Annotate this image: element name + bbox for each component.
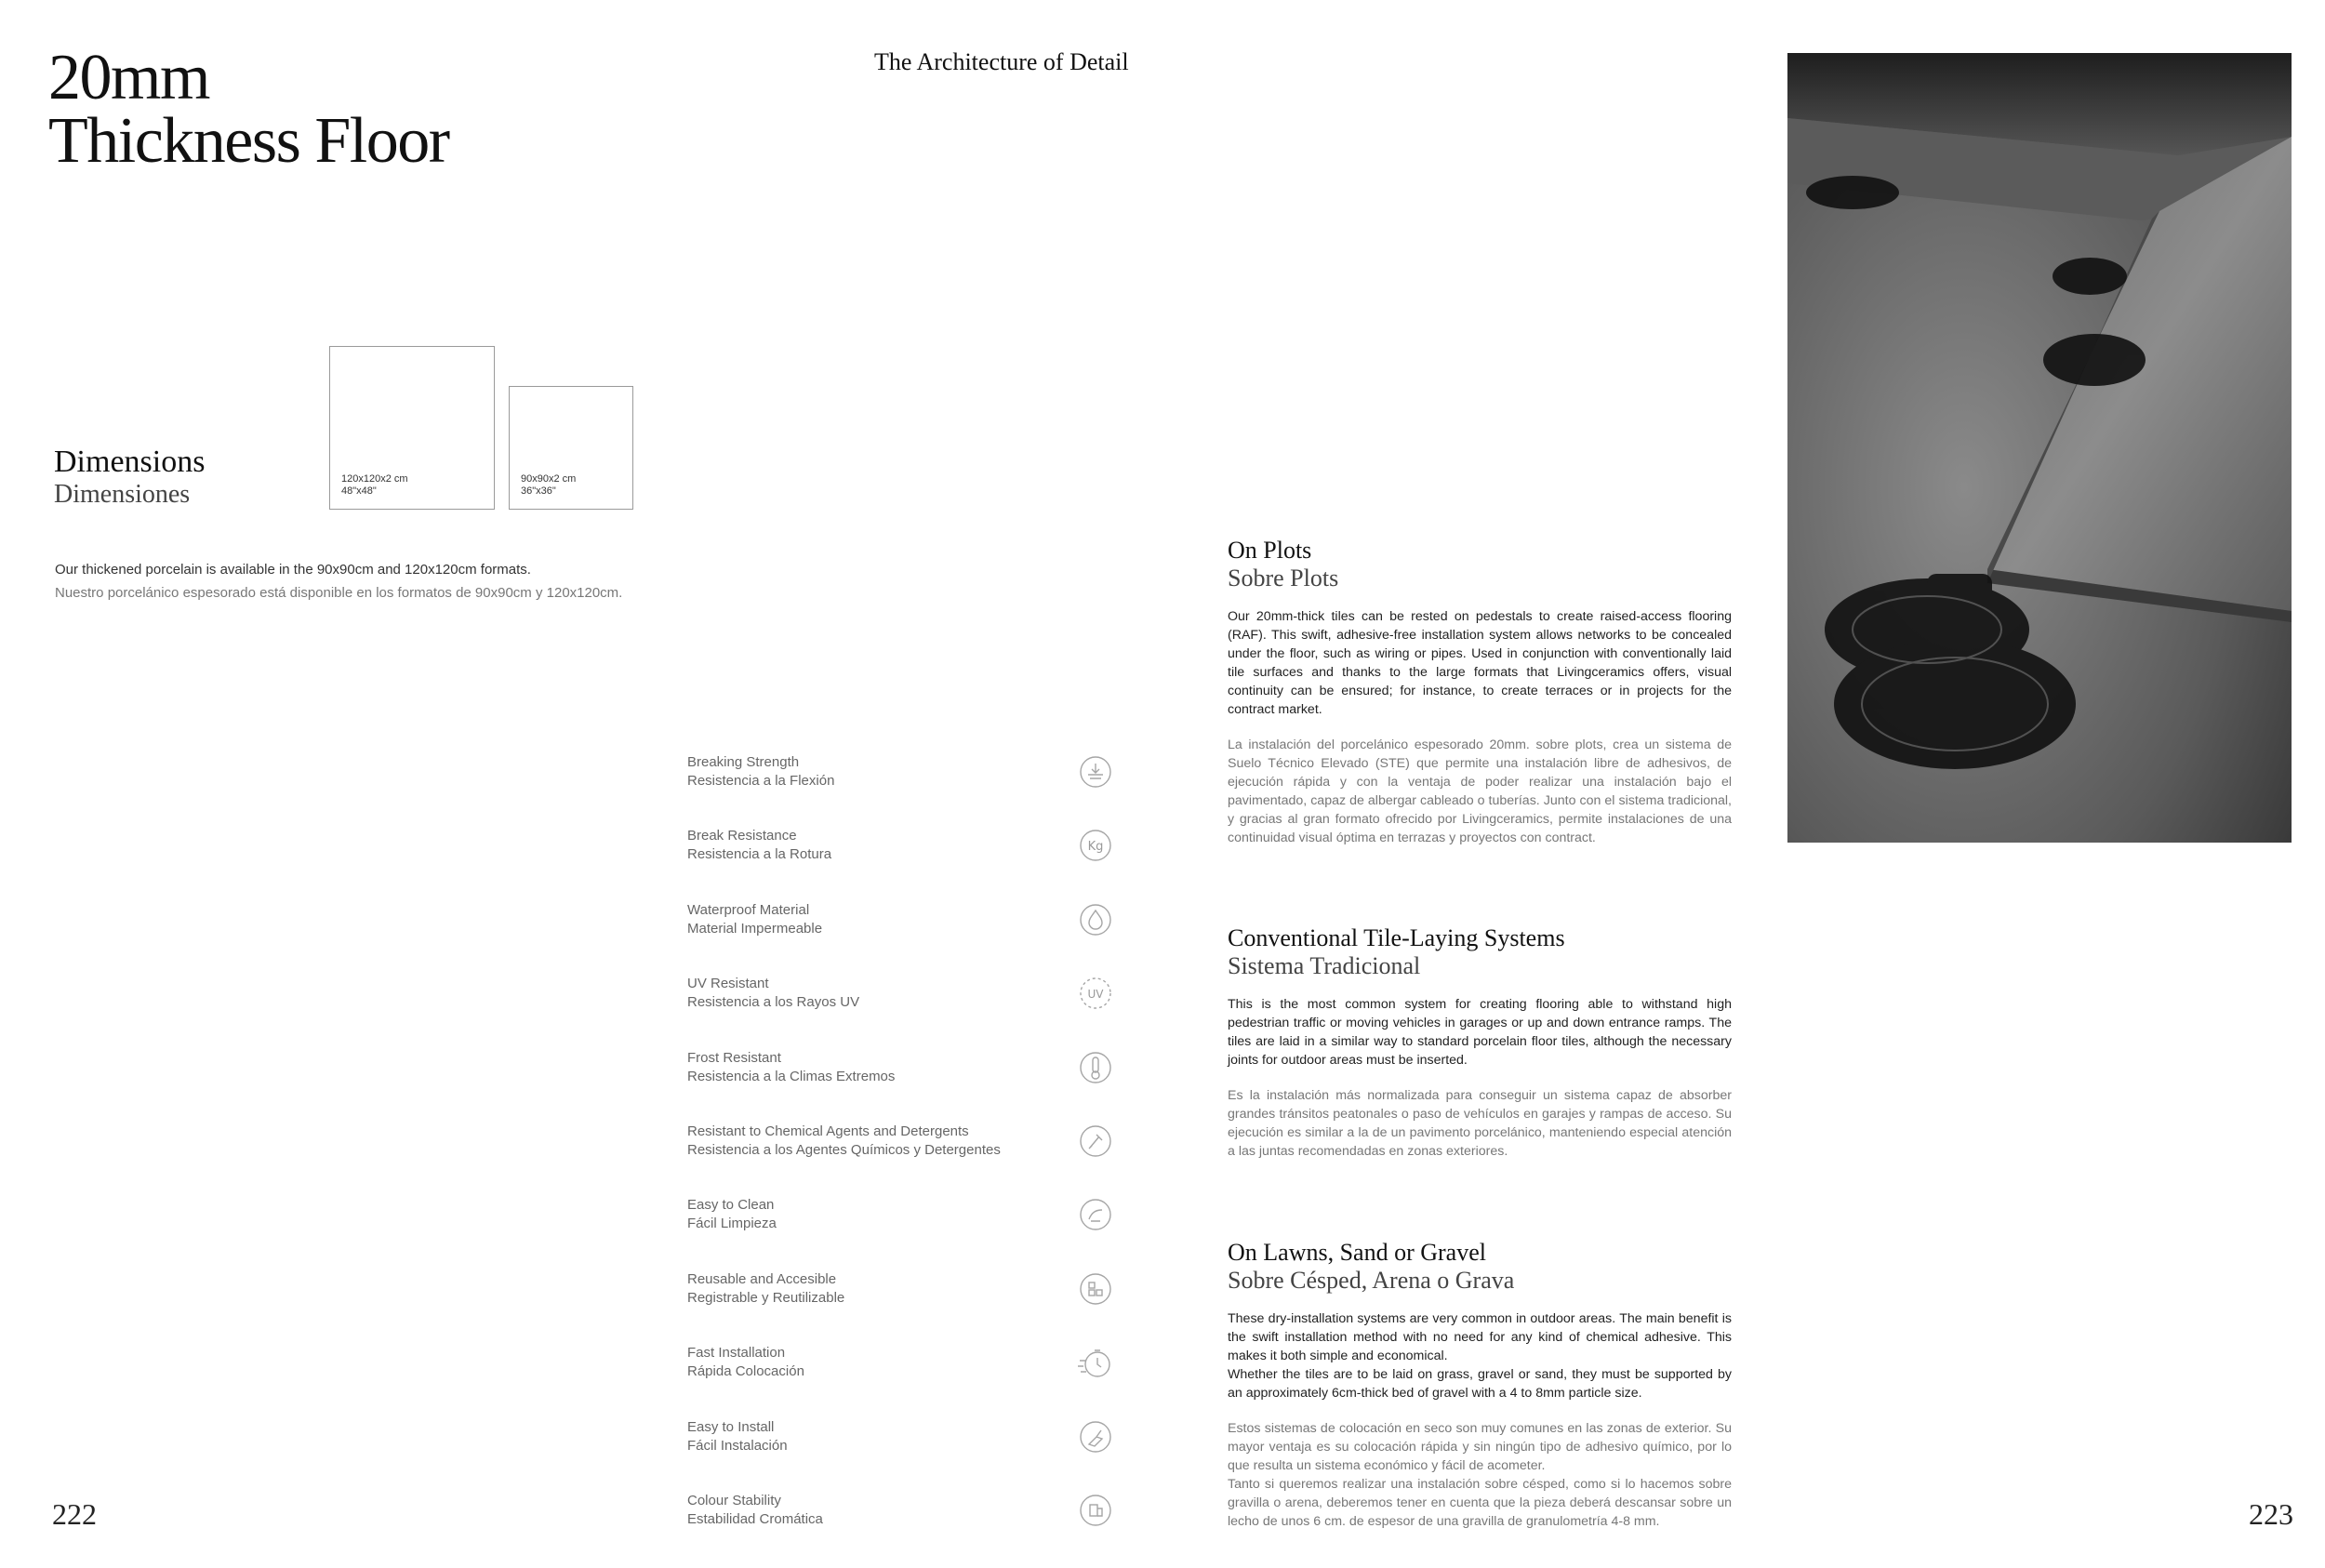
tile-120-diagram [329, 346, 495, 510]
feature-row [687, 901, 1124, 948]
on-plots-body-es: La instalación del porcelánico espesorado 20mm. sobre plots, crea un sistema de Suelo Técnico Elevado (STE) que permite una instalación libre de adhesivos, de ejecución rápida y con la ventaja de poder realizar una instalación bajo el pavimentado, capaz de albergar cableado o tuberías. Junto con el sistema tradicional, y gracias al gran formato ofrecido por Livingceramics, permite instalaciones de una continuidad visual óptima en terrazas y proyectos con contract. [1228, 737, 1732, 845]
cleaning-icon [1078, 1197, 1113, 1232]
svg-text:UV: UV [1087, 988, 1104, 1002]
feature-label-en: Resistant to Chemical Agents and Detergents [687, 1123, 969, 1139]
kg-weight-icon [1078, 828, 1113, 863]
lawns-body-es-1: Estos sistemas de colocación en seco son muy comunes en las zonas de exterior. Su mayor ventaja es su colocación rápida y sin ningún tipo de adhesivo químico, por lo que resulta un sistema económico y fácil de acometer. [1228, 1421, 1732, 1473]
feature-row [687, 1418, 1124, 1465]
page-number-right: 223 [2249, 1497, 2293, 1531]
feature-label-es: Resistencia a la Climas Extremos [687, 1068, 896, 1084]
page-number-left: 222 [52, 1497, 97, 1531]
feature-label-en: Easy to Clean [687, 1197, 775, 1214]
feature-label-en: Easy to Install [687, 1418, 775, 1435]
dimensions-heading [54, 445, 205, 510]
feature-label-en: Frost Resistant [687, 1049, 781, 1066]
title-line-2: Thickness Floor [48, 105, 449, 177]
tile-90-label [521, 473, 576, 498]
uv-icon [1078, 976, 1113, 1011]
raised-floor-photo [1787, 53, 2292, 843]
feature-row [687, 1196, 1124, 1242]
feature-row [687, 1049, 1124, 1096]
tile-90-size-cm: 90x90x2 cm [521, 473, 577, 485]
dimensions-heading-es: Dimensiones [54, 480, 191, 509]
tile-120-size-cm: 120x120x2 cm [341, 473, 408, 485]
thermometer-icon [1078, 1050, 1113, 1085]
feature-label-es: Resistencia a la Rotura [687, 846, 832, 863]
on-plots-heading-en: On Plots [1228, 537, 1312, 564]
feature-label-en: UV Resistant [687, 976, 769, 992]
dimensions-heading-en: Dimensions [54, 445, 206, 479]
lawns-body-en-1: These dry-installation systems are very common in outdoor areas. The main benefit is the swift installation method with no need for any kind of chemical adhesive. This makes it both simple and economical. [1228, 1311, 1732, 1363]
feature-row [687, 1123, 1124, 1169]
feature-label-es: Resistencia a la Flexión [687, 773, 835, 789]
on-plots-heading-es: Sobre Plots [1228, 565, 1339, 591]
conventional-heading-es: Sistema Tradicional [1228, 952, 1421, 979]
feature-label-es: Resistencia a los Rayos UV [687, 994, 860, 1011]
section-on-plots [1228, 537, 1732, 847]
lawns-heading-en: On Lawns, Sand or Gravel [1228, 1239, 1486, 1266]
stopwatch-icon [1078, 1345, 1113, 1380]
raised-floor-illustration [1787, 53, 2292, 843]
feature-row [687, 753, 1124, 800]
trowel-icon [1078, 1419, 1113, 1455]
colour-stability-icon [1078, 1493, 1113, 1528]
page-title [48, 42, 449, 177]
breaking-strength-icon [1078, 754, 1113, 790]
feature-label-en: Waterproof Material [687, 901, 810, 918]
lawns-body-es-2: Tanto si queremos realizar una instalación sobre césped, como si lo hacemos sobre gravilla o arena, deberemos tener en cuenta que la pieza deberá descansar sobre un lecho de unos 6 cm. de espesor de una gravilla de granulometría 4-8 mm. [1228, 1477, 1732, 1529]
top-heading: The Architecture of Detail [874, 48, 1129, 75]
feature-label-es: Rápida Colocación [687, 1363, 804, 1380]
section-lawns [1228, 1239, 1732, 1531]
feature-row [687, 1344, 1124, 1390]
reusable-icon [1078, 1271, 1113, 1307]
tile-90-size-in: 36"x36" [521, 485, 556, 497]
conventional-body-en: This is the most common system for creating flooring able to withstand high pedestrian traffic or moving vehicles in garages or up and down entrance ramps. The tiles are laid in a similar way to standard porcelain floor tiles, although the necessary joints for outdoor areas must be inserted. [1228, 997, 1732, 1068]
title-line-1: 20mm [48, 42, 209, 113]
on-plots-body-en: Our 20mm-thick tiles can be rested on pedestals to create raised-access flooring (RAF). This swift, adhesive-free installation system allows networks to be concealed under the floor, such as wiring or pipes. Used in conjunction with conventionally laid tile surfaces and thanks to the large formats that Livingceramics offers, visual continuity can be ensured; for instance, to create terraces or in projects for the contract market. [1228, 609, 1732, 717]
svg-text:Kg: Kg [1087, 840, 1104, 855]
feature-row [687, 1492, 1124, 1538]
water-drop-icon [1078, 902, 1113, 937]
feature-row [687, 975, 1124, 1021]
feature-label-es: Material Impermeable [687, 920, 823, 937]
feature-label-es: Resistencia a los Agentes Químicos y Detergentes [687, 1142, 1001, 1158]
lawns-heading-es: Sobre Césped, Arena o Grava [1228, 1267, 1515, 1294]
conventional-body-es: Es la instalación más normalizada para conseguir un sistema capaz de absorber grandes tránsitos peatonales o paso de vehículos en garajes y rampas de acceso. Su ejecución es similar a la de un pavimento porcelánico, manteniendo especial atención a las juntas recomendadas en zonas exteriores. [1228, 1088, 1732, 1159]
chemical-icon [1078, 1123, 1113, 1159]
feature-row [687, 1270, 1124, 1317]
feature-label-es: Fácil Limpieza [687, 1216, 777, 1232]
feature-label-en: Break Resistance [687, 828, 797, 844]
feature-label-es: Registrable y Reutilizable [687, 1289, 845, 1306]
tile-120-label [341, 473, 408, 498]
feature-label-en: Breaking Strength [687, 754, 800, 770]
tile-90-diagram [509, 386, 633, 510]
tile-120-size-in: 48"x48" [341, 485, 377, 497]
feature-label-es: Estabilidad Cromática [687, 1511, 823, 1527]
lawns-body-en-2: Whether the tiles are to be laid on grass, gravel or sand, they must be supported by an approximately 6cm-thick bed of gravel with a 4 to 8mm particle size. [1228, 1367, 1732, 1401]
intro-text-es: Nuestro porcelánico espesorado está disponible en los formatos de 90x90cm y 120x120cm. [55, 585, 623, 601]
feature-label-es: Fácil Instalación [687, 1437, 788, 1454]
intro-text-en: Our thickened porcelain is available in the 90x90cm and 120x120cm formats. [55, 562, 531, 578]
feature-label-en: Colour Stability [687, 1493, 781, 1508]
feature-row [687, 827, 1124, 873]
feature-label-en: Fast Installation [687, 1345, 786, 1362]
conventional-heading-en: Conventional Tile-Laying Systems [1228, 924, 1565, 951]
section-conventional [1228, 924, 1732, 1161]
feature-label-en: Reusable and Accesible [687, 1270, 837, 1287]
